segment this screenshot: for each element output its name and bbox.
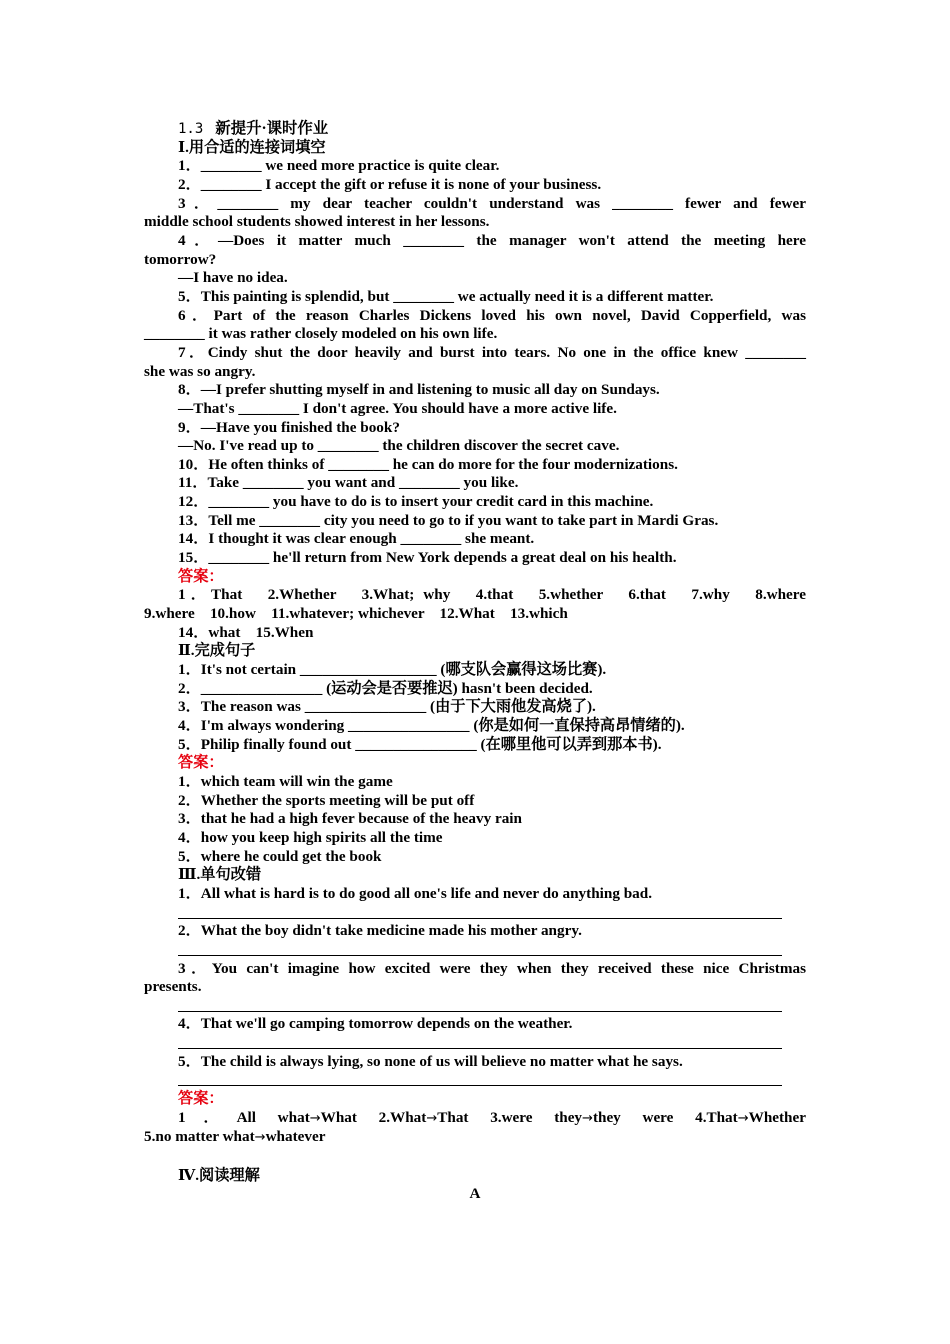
passage-label: A (469, 1185, 481, 1203)
section-3-answers-line-1 (144, 1109, 806, 1129)
section-1-answers-line-2: 9.where 10.how 11.whatever; whichever 12.What 13.which (144, 605, 568, 623)
question-1-2: 2．________ I accept the gift or refuse it is none of your business. (178, 175, 602, 193)
section-2-heading: Ⅱ.完成句子 (178, 642, 256, 660)
correction-4-to: Whether (748, 1108, 806, 1126)
question-1-7-line-2: she was so angry. (144, 362, 256, 380)
question-1-7-line-1: 7．Cindy shut the door heavily and burst into tears. No one in the office knew ________ (178, 343, 806, 361)
question-1-4-reply: —I have no idea. (178, 269, 288, 287)
arrow-right-icon: → (582, 1110, 593, 1126)
answer-2-3: 3．that he had a high fever because of the heavy rain (178, 810, 522, 828)
question-1-6-line-2: ________ it was rather closely modeled on his own life. (144, 325, 498, 343)
correction-5-to: whatever (265, 1128, 326, 1146)
question-2-2: 2．________________ (运动会是否要推迟) hasn't been decided. (178, 679, 593, 697)
answer-2-5: 5．where he could get the book (178, 847, 382, 865)
correction-2-to: That (437, 1108, 469, 1126)
question-1-4-line-2: tomorrow? (144, 250, 217, 268)
answer-line-3-1 (144, 904, 806, 923)
section-1-heading: Ⅰ.用合适的连接词填空 (178, 138, 326, 156)
question-1-9-line-2: —No. I've read up to ________ the children discover the secret cave. (178, 437, 620, 455)
question-1-8-line-2: —That's ________ I don't agree. You should have a more active life. (178, 399, 617, 417)
question-3-3-line-2: presents. (144, 978, 202, 996)
arrow-right-icon: → (737, 1110, 749, 1126)
answer-2-1: 1．which team will win the game (178, 772, 393, 790)
question-1-8-line-1: 8．—I prefer shutting myself in and listening to music all day on Sundays. (178, 381, 660, 399)
question-1-15: 15．________ he'll return from New York depends a great deal on his health. (178, 549, 677, 567)
question-1-5: 5．This painting is splendid, but ________ we actually need it is a different matter. (178, 287, 714, 305)
question-2-3: 3．The reason was ________________ (由于下大雨他发高烧了). (178, 698, 596, 716)
question-1-12: 12．________ you have to do is to insert your credit card in this machine. (178, 493, 654, 511)
question-1-6-line-1: 6．Part of the reason Charles Dickens loved his own novel, David Copperfield, was (178, 306, 806, 324)
correction-3-to: they were (592, 1108, 674, 1126)
answer-line-3-5 (144, 1071, 806, 1090)
question-3-5: 5．The child is always lying, so none of us will believe no matter what he says. (178, 1052, 683, 1070)
question-2-4: 4．I'm always wondering ________________ (你是如何一直保持高昂情绪的). (178, 717, 685, 734)
correction-1-from: 1．All what (178, 1108, 310, 1126)
answer-line-3-2 (144, 941, 806, 960)
section-1-answer-label: 答案： (178, 567, 224, 585)
question-3-2: 2．What the boy didn't take medicine made his mother angry. (178, 922, 582, 940)
correction-4-from: 4.That (695, 1108, 738, 1126)
question-1-3-line-2: middle school students showed interest in her lessons. (144, 213, 490, 231)
worksheet-page (144, 120, 806, 1204)
question-1-10: 10．He often thinks of ________ he can do more for the four modernizations. (178, 455, 678, 473)
section-3-answers-line-2 (144, 1128, 806, 1148)
section-2-answer-label: 答案： (178, 754, 224, 772)
answer-line-3-3 (144, 997, 806, 1016)
lesson-title: 新提升·课时作业 (215, 120, 329, 137)
question-1-1: 1．________ we need more practice is quite clear. (178, 157, 500, 175)
answer-2-2: 2．Whether the sports meeting will be put off (178, 791, 475, 809)
section-4-heading: Ⅳ.阅读理解 (178, 1166, 260, 1184)
section-3-answer-label: 答案： (178, 1090, 224, 1108)
correction-1-to: What (320, 1108, 357, 1126)
page-title (144, 120, 806, 139)
question-2-1: 1．It's not certain __________________ (哪支队会赢得这场比赛). (178, 661, 607, 679)
correction-5-from: 5.no matter what (144, 1128, 255, 1146)
question-2-5: 5．Philip finally found out ________________ (在哪里他可以弄到那本书). (178, 735, 662, 753)
question-1-14: 14．I thought it was clear enough ________ she meant. (178, 530, 535, 548)
question-3-4: 4．That we'll go camping tomorrow depends on the weather. (178, 1015, 573, 1033)
question-1-3-line-1: 3．________ my dear teacher couldn't understand was ________ fewer and fewer (178, 194, 806, 212)
answer-line-3-4 (144, 1034, 806, 1053)
lesson-number: 1.3 (178, 121, 204, 137)
section-3-heading: Ⅲ.单句改错 (178, 866, 262, 884)
question-1-11: 11．Take ________ you want and ________ you like. (178, 474, 519, 492)
question-1-4-line-1: 4．—Does it matter much ________ the manager won't attend the meeting here (178, 231, 806, 249)
section-1-answers-line-3: 14．what 15.When (178, 623, 314, 641)
arrow-right-icon: → (426, 1110, 438, 1126)
correction-3-from: 3.were they (490, 1108, 583, 1126)
question-1-9-line-1: 9．—Have you finished the book? (178, 418, 400, 436)
arrow-right-icon: → (309, 1110, 321, 1126)
section-1-answers-line-1: 1．That 2.Whether 3.What; why 4.that 5.whether 6.that 7.why 8.where (178, 586, 806, 604)
question-1-13: 13．Tell me ________ city you need to go to if you want to take part in Mardi Gras. (178, 511, 719, 529)
answer-2-4: 4．how you keep high spirits all the time (178, 828, 443, 846)
correction-2-from: 2.What (378, 1108, 427, 1126)
arrow-right-icon: → (254, 1130, 266, 1146)
question-3-3-line-1: 3．You can't imagine how excited were they when they received these nice Christmas (178, 959, 806, 977)
question-3-1: 1．All what is hard is to do good all one's life and never do anything bad. (178, 884, 652, 902)
